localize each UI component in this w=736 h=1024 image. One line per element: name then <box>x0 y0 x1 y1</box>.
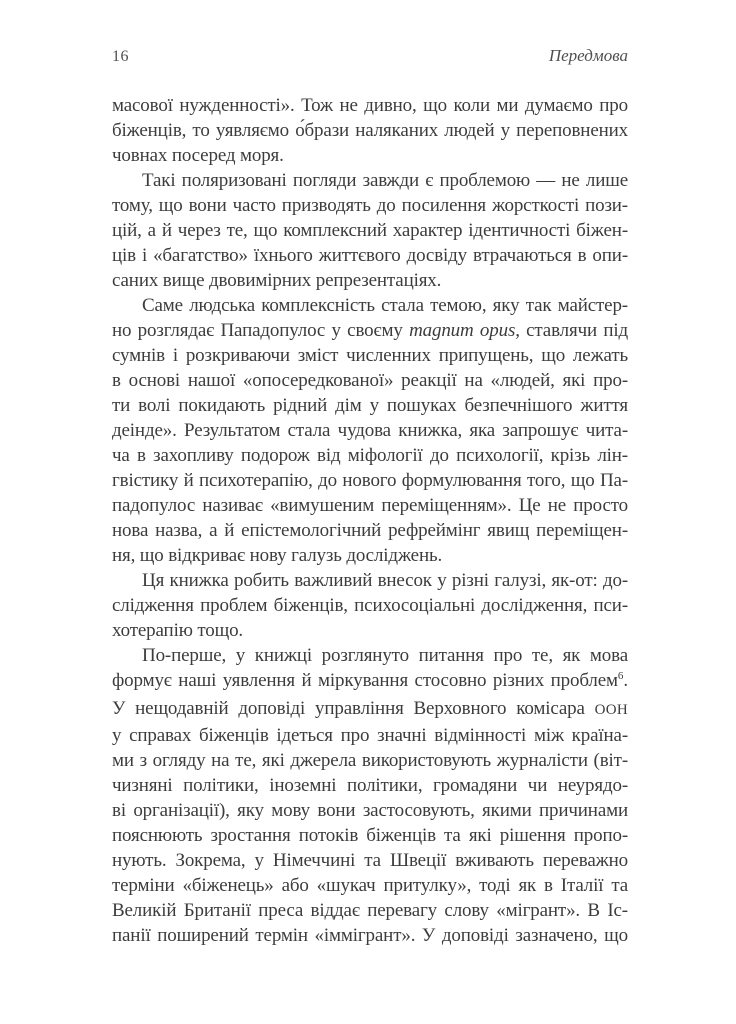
text-run: хотерапію тощо. <box>112 620 244 641</box>
text-run: ти волі покидають рідний дім у пошуках безпечнішого життя <box>112 395 628 416</box>
text-line <box>112 593 628 618</box>
text-run: масової нужденності». Тож не дивно, що коли ми думаємо про <box>112 95 628 116</box>
text-line <box>112 643 628 668</box>
text-run: пояснюють зростання потоків біженців та які рішення пропо- <box>112 825 628 846</box>
text-run: ців і «багатство» їхнього життєвого досвіду втрачаються в опи- <box>112 245 628 266</box>
text-line <box>112 696 628 723</box>
text-run: нують. Зокрема, у Німеччині та Швеції вживають переважно <box>112 850 628 871</box>
text-run: Саме людська комплексність стала темою, яку так майстер- <box>142 295 628 316</box>
text-line <box>112 443 628 468</box>
page-body <box>112 93 628 948</box>
text-line <box>112 368 628 393</box>
text-run: Такі поляризовані погляди завжди є проблемою — не лише <box>142 170 628 191</box>
text-line <box>112 143 628 168</box>
text-line <box>112 93 628 118</box>
text-run: , ставлячи під <box>515 320 628 341</box>
text-run: ми з огляду на те, які джерела використовують журналісти (віт- <box>112 750 628 771</box>
text-line <box>112 568 628 593</box>
text-run: у справах біженців ідеться про значні відмінності між країна- <box>112 725 628 746</box>
text-run: Великій Британії преса віддає перевагу слову «мігрант». В Іс- <box>112 900 628 921</box>
text-line <box>112 723 628 748</box>
text-run: деінде». Результатом стала чудова книжка, яка запрошує чита- <box>112 420 628 441</box>
text-line <box>112 393 628 418</box>
footnote-reference: 6 <box>617 670 624 682</box>
text-line <box>112 543 628 568</box>
text-run: нова назва, а й епістемологічний рефреймінг явищ переміщен- <box>112 520 628 541</box>
text-line <box>112 118 628 143</box>
page-header <box>112 46 628 66</box>
running-title: Передмова <box>548 46 628 65</box>
text-run: човнах посеред моря. <box>112 145 284 166</box>
text-run: но розглядає Пападопулос у своєму <box>112 320 410 341</box>
text-run: біженців, то уявляємо о́брази наляканих людей у переповнених <box>112 120 628 141</box>
text-run: гвістику й психотерапію, до нового формулювання того, що Па- <box>112 470 628 491</box>
text-line <box>112 748 628 773</box>
text-line <box>112 848 628 873</box>
text-run: слідження проблем біженців, психосоціальні дослідження, пси- <box>112 595 628 616</box>
text-line <box>112 468 628 493</box>
text-line <box>112 193 628 218</box>
text-run: . <box>623 670 628 691</box>
text-line <box>112 798 628 823</box>
text-run: ві організації), яку мову вони застосовують, якими причинами <box>112 800 628 821</box>
text-line <box>112 218 628 243</box>
text-line <box>112 418 628 443</box>
text-run: чизняні політики, іноземні політики, громадяни чи неурядо- <box>112 775 628 796</box>
text-line <box>112 923 628 948</box>
text-line <box>112 318 628 343</box>
text-run: ня, що відкриває нову галузь досліджень. <box>112 545 443 566</box>
text-line <box>112 873 628 898</box>
italic-phrase: magnum opus <box>409 320 516 341</box>
text-line <box>112 773 628 798</box>
text-run: По-перше, у книжці розглянуто питання про те, як мова <box>142 645 628 666</box>
text-run: У нещодавній доповіді управління Верховного комісара <box>112 698 595 719</box>
text-line <box>112 343 628 368</box>
text-run: терміни «біженець» або «шукач притулку», тоді як в Італії та <box>112 875 628 896</box>
text-run: цій, а й через те, що комплексний характер ідентичності біжен- <box>112 220 628 241</box>
text-line <box>112 293 628 318</box>
text-line <box>112 668 628 696</box>
text-run: формує наші уявлення й міркування стосовно різних проблем <box>112 670 618 691</box>
page-number: 16 <box>112 48 129 65</box>
text-line <box>112 243 628 268</box>
text-line <box>112 268 628 293</box>
text-run: тому, що вони часто призводять до посилення жорсткості пози- <box>112 195 628 216</box>
text-run: Ця книжка робить важливий внесок у різні галузі, як-от: до- <box>142 570 628 591</box>
text-run: ча в захопливу подорож від міфології до психології, крізь лін- <box>112 445 628 466</box>
text-line <box>112 518 628 543</box>
text-run: в основі нашої «опосередкованої» реакції на «людей, які про- <box>112 370 628 391</box>
small-caps-acronym: ООН <box>594 702 628 718</box>
text-line <box>112 493 628 518</box>
text-run: падопулос називає «вимушеним переміщенням». Це не просто <box>112 495 628 516</box>
text-run: саних вище двовимірних репрезентаціях. <box>112 270 442 291</box>
text-run: сумнів і розкриваючи зміст численних припущень, що лежать <box>112 345 628 366</box>
text-run: панії поширений термін «іммігрант». У доповіді зазначено, що <box>112 925 628 946</box>
text-line <box>112 618 628 643</box>
text-line <box>112 823 628 848</box>
text-line <box>112 168 628 193</box>
text-line <box>112 898 628 923</box>
